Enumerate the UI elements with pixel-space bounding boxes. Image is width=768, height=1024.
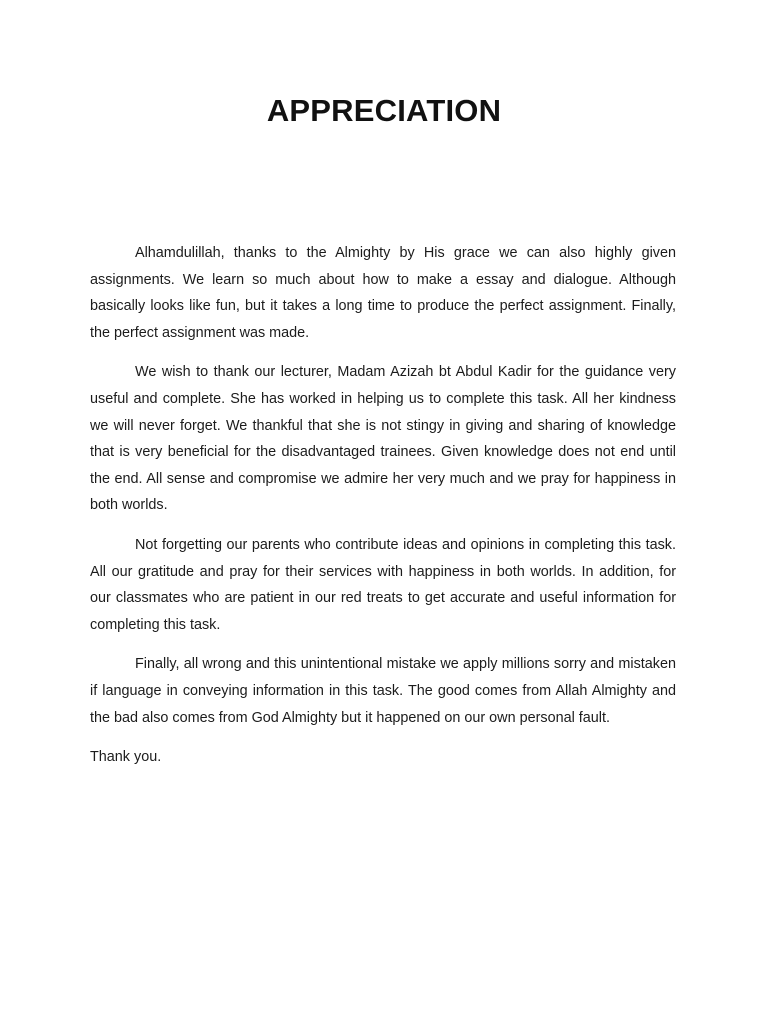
paragraph-lecturer-thanks: We wish to thank our lecturer, Madam Azizah bt Abdul Kadir for the guidance very useful and complete. She has worked in helping us to complete this task. All her kindness we will never forget. We thankful that she is not stingy in giving and sharing of knowledge that is very beneficial for the disadvantaged trainees. Given knowledge does not end until the end. All sense and compromise we admire her very much and we pray for happiness in both worlds. — [90, 364, 676, 514]
paragraph-parents-classmates: Not forgetting our parents who contribute ideas and opinions in completing this task. All our gratitude and pray for their services with happiness in both worlds. In addition, for our classmates who are patient in our red treats to get accurate and useful information for completing this task. — [90, 536, 676, 633]
page-title: APPRECIATION — [266, 93, 502, 128]
paragraph-gratitude: Alhamdulillah, thanks to the Almighty by His grace we can also highly given assignments. We learn so much about how to make a essay and dialogue. Although basically looks like fun, but it takes a long time to produce the perfect assignment. Finally, the perfect assignment was made. — [90, 245, 676, 341]
document-body — [90, 240, 676, 771]
paragraph-apology: Finally, all wrong and this unintentional mistake we apply millions sorry and mistaken if language in conveying information in this task. The good comes from Allah Almighty and the bad also comes from God Almighty but it happened on our own personal fault. — [90, 656, 676, 726]
closing-line: Thank you. — [90, 749, 162, 766]
